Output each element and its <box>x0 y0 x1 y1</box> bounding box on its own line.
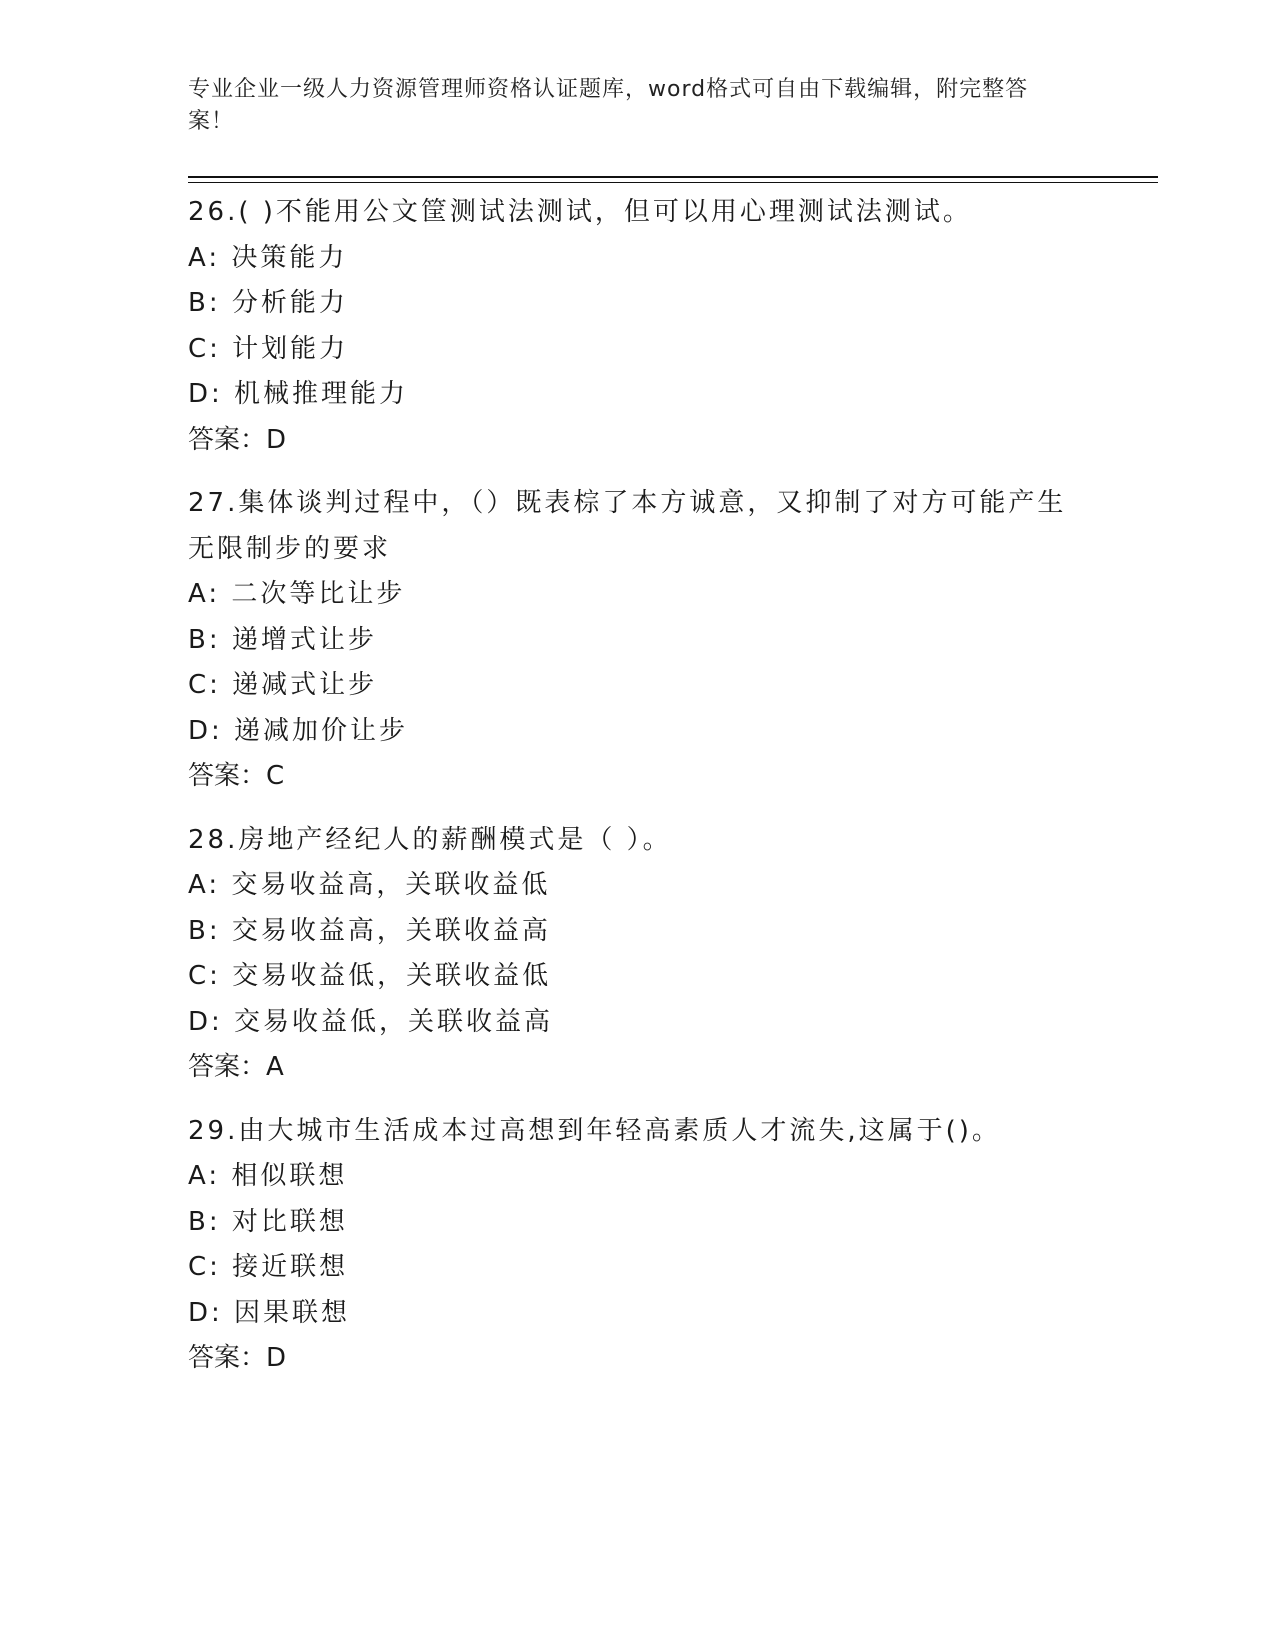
option-a: A: 相似联想 <box>188 1161 348 1191</box>
option-c: C: 接近联想 <box>188 1252 349 1282</box>
option-c: C: 递减式让步 <box>188 670 378 700</box>
question-stem: 28.房地产经纪人的薪酬模式是（ ）。 <box>188 824 672 855</box>
question-26 <box>188 190 1158 463</box>
option-a: A: 决策能力 <box>188 242 348 273</box>
option-b: B: 交易收益高，关联收益高 <box>188 915 551 946</box>
option-a: A: 交易收益高，关联收益低 <box>188 870 551 900</box>
question-stem: 26.( )不能用公文筐测试法测试，但可以用心理测试法测试。 <box>188 197 972 227</box>
question-28 <box>188 818 1158 1091</box>
header-divider-thin <box>188 182 1158 183</box>
option-d: D: 机械推理能力 <box>188 379 409 409</box>
answer-label: 答案：C <box>188 761 285 791</box>
option-d: D: 因果联想 <box>188 1297 351 1328</box>
answer-label: 答案：A <box>188 1052 284 1082</box>
question-29 <box>188 1109 1158 1382</box>
option-b: B: 递增式让步 <box>188 624 377 655</box>
option-c: C: 计划能力 <box>188 333 349 364</box>
question-stem: 27.集体谈判过程中，（）既表棕了本方诚意，又抑制了对方可能产生无限制步的要求 <box>188 488 1067 564</box>
option-c: C: 交易收益低，关联收益低 <box>188 961 552 991</box>
question-stem: 29.由大城市生活成本过高想到年轻高素质人才流失,这属于()。 <box>188 1115 1001 1146</box>
question-list <box>188 190 1158 1400</box>
header-divider-thick <box>188 176 1158 178</box>
option-a: A: 二次等比让步 <box>188 579 406 609</box>
answer-label: 答案：D <box>188 424 287 455</box>
option-d: D: 交易收益低，关联收益高 <box>188 1006 554 1037</box>
document-header: 专业企业一级人力资源管理师资格认证题库，word格式可自由下载编辑，附完整答案！ <box>188 77 1029 134</box>
option-b: B: 分析能力 <box>188 288 348 318</box>
option-d: D: 递减加价让步 <box>188 715 409 746</box>
question-27 <box>188 481 1158 800</box>
answer-label: 答案：D <box>188 1343 287 1373</box>
option-b: B: 对比联想 <box>188 1206 348 1237</box>
